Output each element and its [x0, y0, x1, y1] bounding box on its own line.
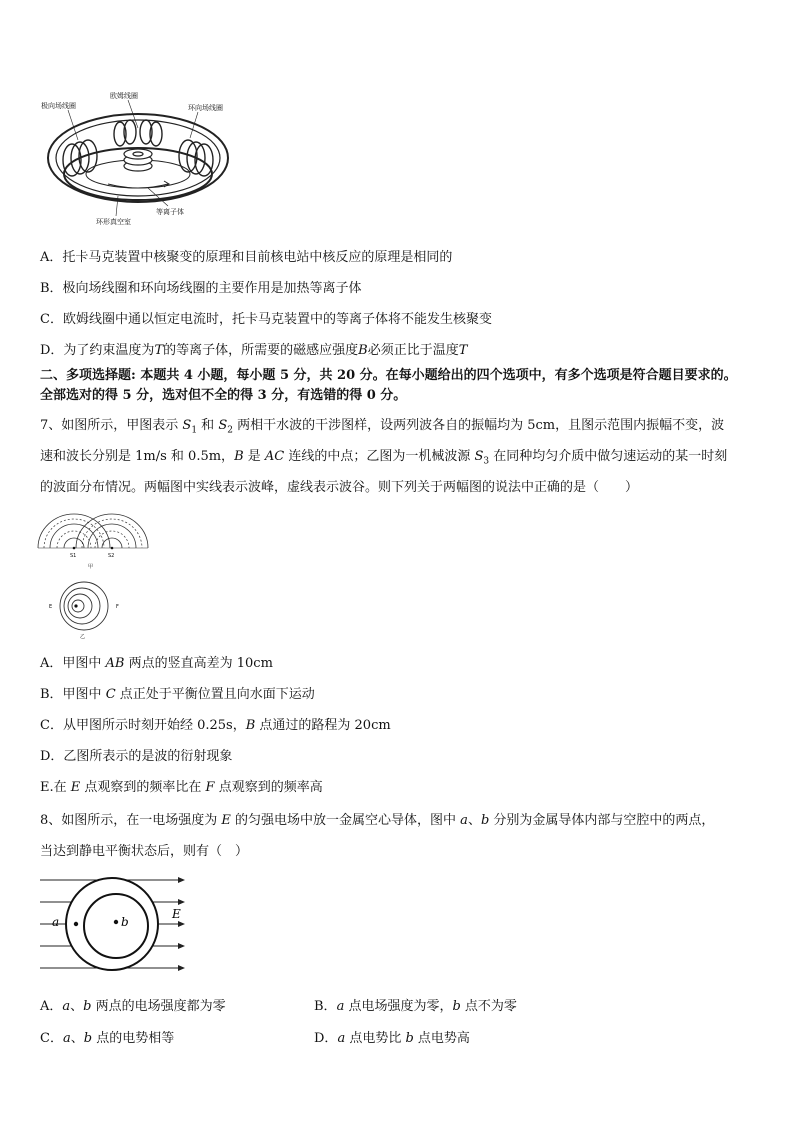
section-2-scoring: 全部选对的得 5 分，选对但不全的得 3 分，有选错的得 0 分。: [40, 388, 407, 403]
interference-figure: [36, 508, 150, 570]
q6-option-a: A．托卡马克装置中核聚变的原理和目前核电站中核反应的原理是相同的: [40, 250, 453, 265]
label-e-point: E: [49, 604, 53, 610]
q7-stem-line2: 速和波长分别是 1m/s 和 0.5m，B 是 AC 连线的中点；乙图为一机械波源 $S_3$ 在同种均匀介质中做匀速运动的某一时刻: [40, 449, 728, 467]
q8-stem-line2: 当达到静电平衡状态后，则有（ ）: [40, 844, 249, 859]
q6-option-c: C．欧姆线圈中通以恒定电流时，托卡马克装置中的等离子体将不能发生核聚变: [40, 312, 492, 327]
label-vacuum-chamber: 环形真空室: [96, 218, 131, 226]
label-s1: S1: [70, 553, 77, 559]
section-2-header: 二、多项选择题: 本题共 4 小题，每小题 5 分，共 20 分。在每小题给出的四个选项中，有多个选项是符合题目要求的。: [40, 368, 737, 383]
tokamak-figure: [38, 88, 238, 228]
label-jia: 甲: [88, 564, 94, 570]
q7-option-d: D．乙图所表示的是波的衍射现象: [40, 749, 233, 764]
q8-option-c: C．a、b 点的电势相等: [40, 1031, 175, 1046]
q7-option-a: A．甲图中 AB 两点的竖直高差为 10cm: [40, 656, 273, 671]
label-b: b: [121, 915, 129, 929]
label-f-point: F: [116, 604, 119, 610]
q6-option-b: B．极向场线圈和环向场线圈的主要作用是加热等离子体: [40, 281, 362, 296]
label-e-field: E: [172, 907, 181, 921]
q7-option-b: B．甲图中 C 点正处于平衡位置且向水面下运动: [40, 687, 315, 702]
label-a: a: [52, 915, 60, 929]
q8-option-a: A．a、b 两点的电场强度都为零: [40, 999, 226, 1014]
q8-option-d: D．a 点电势比 b 点电势高: [314, 1031, 470, 1046]
q7-stem-line3: 的波面分布情况。两幅图中实线表示波峰，虚线表示波谷。则下列关于两幅图的说法中正确的是（ ）: [40, 480, 639, 495]
q8-stem-line1: 8、如图所示，在一电场强度为 E 的匀强电场中放一金属空心导体，图中 a、b 分别为金属导体内部与空腔中的两点，: [40, 813, 715, 828]
q8-option-b: B．a 点电场强度为零，b 点不为零: [314, 999, 517, 1014]
doppler-figure: [48, 576, 128, 640]
label-toroidal-coil: 环向场线圈: [188, 104, 223, 112]
label-yi: 乙: [80, 634, 86, 640]
q7-stem-line1: 7、如图所示，甲图表示 $S_1$ 和 $S_2$ 两相干水波的干涉图样，设两列波各自的振幅均为 5cm，且图示范围内振幅不变，波: [40, 418, 725, 436]
label-ohmic-coil: 欧姆线圈: [110, 92, 138, 100]
hollow-conductor-figure: [38, 872, 188, 982]
label-plasma: 等离子体: [156, 208, 184, 216]
label-s2: S2: [108, 553, 115, 559]
q6-option-d: D．为了约束温度为T的等离子体，所需要的磁感应强度B必须正比于温度T: [40, 343, 468, 358]
q7-option-c: C．从甲图所示时刻开始经 0.25s，B 点通过的路程为 20cm: [40, 718, 391, 733]
q7-option-e: E.在 E 点观察到的频率比在 F 点观察到的频率高: [40, 780, 323, 795]
label-poloidal-coil: 极向场线圈: [41, 102, 76, 110]
